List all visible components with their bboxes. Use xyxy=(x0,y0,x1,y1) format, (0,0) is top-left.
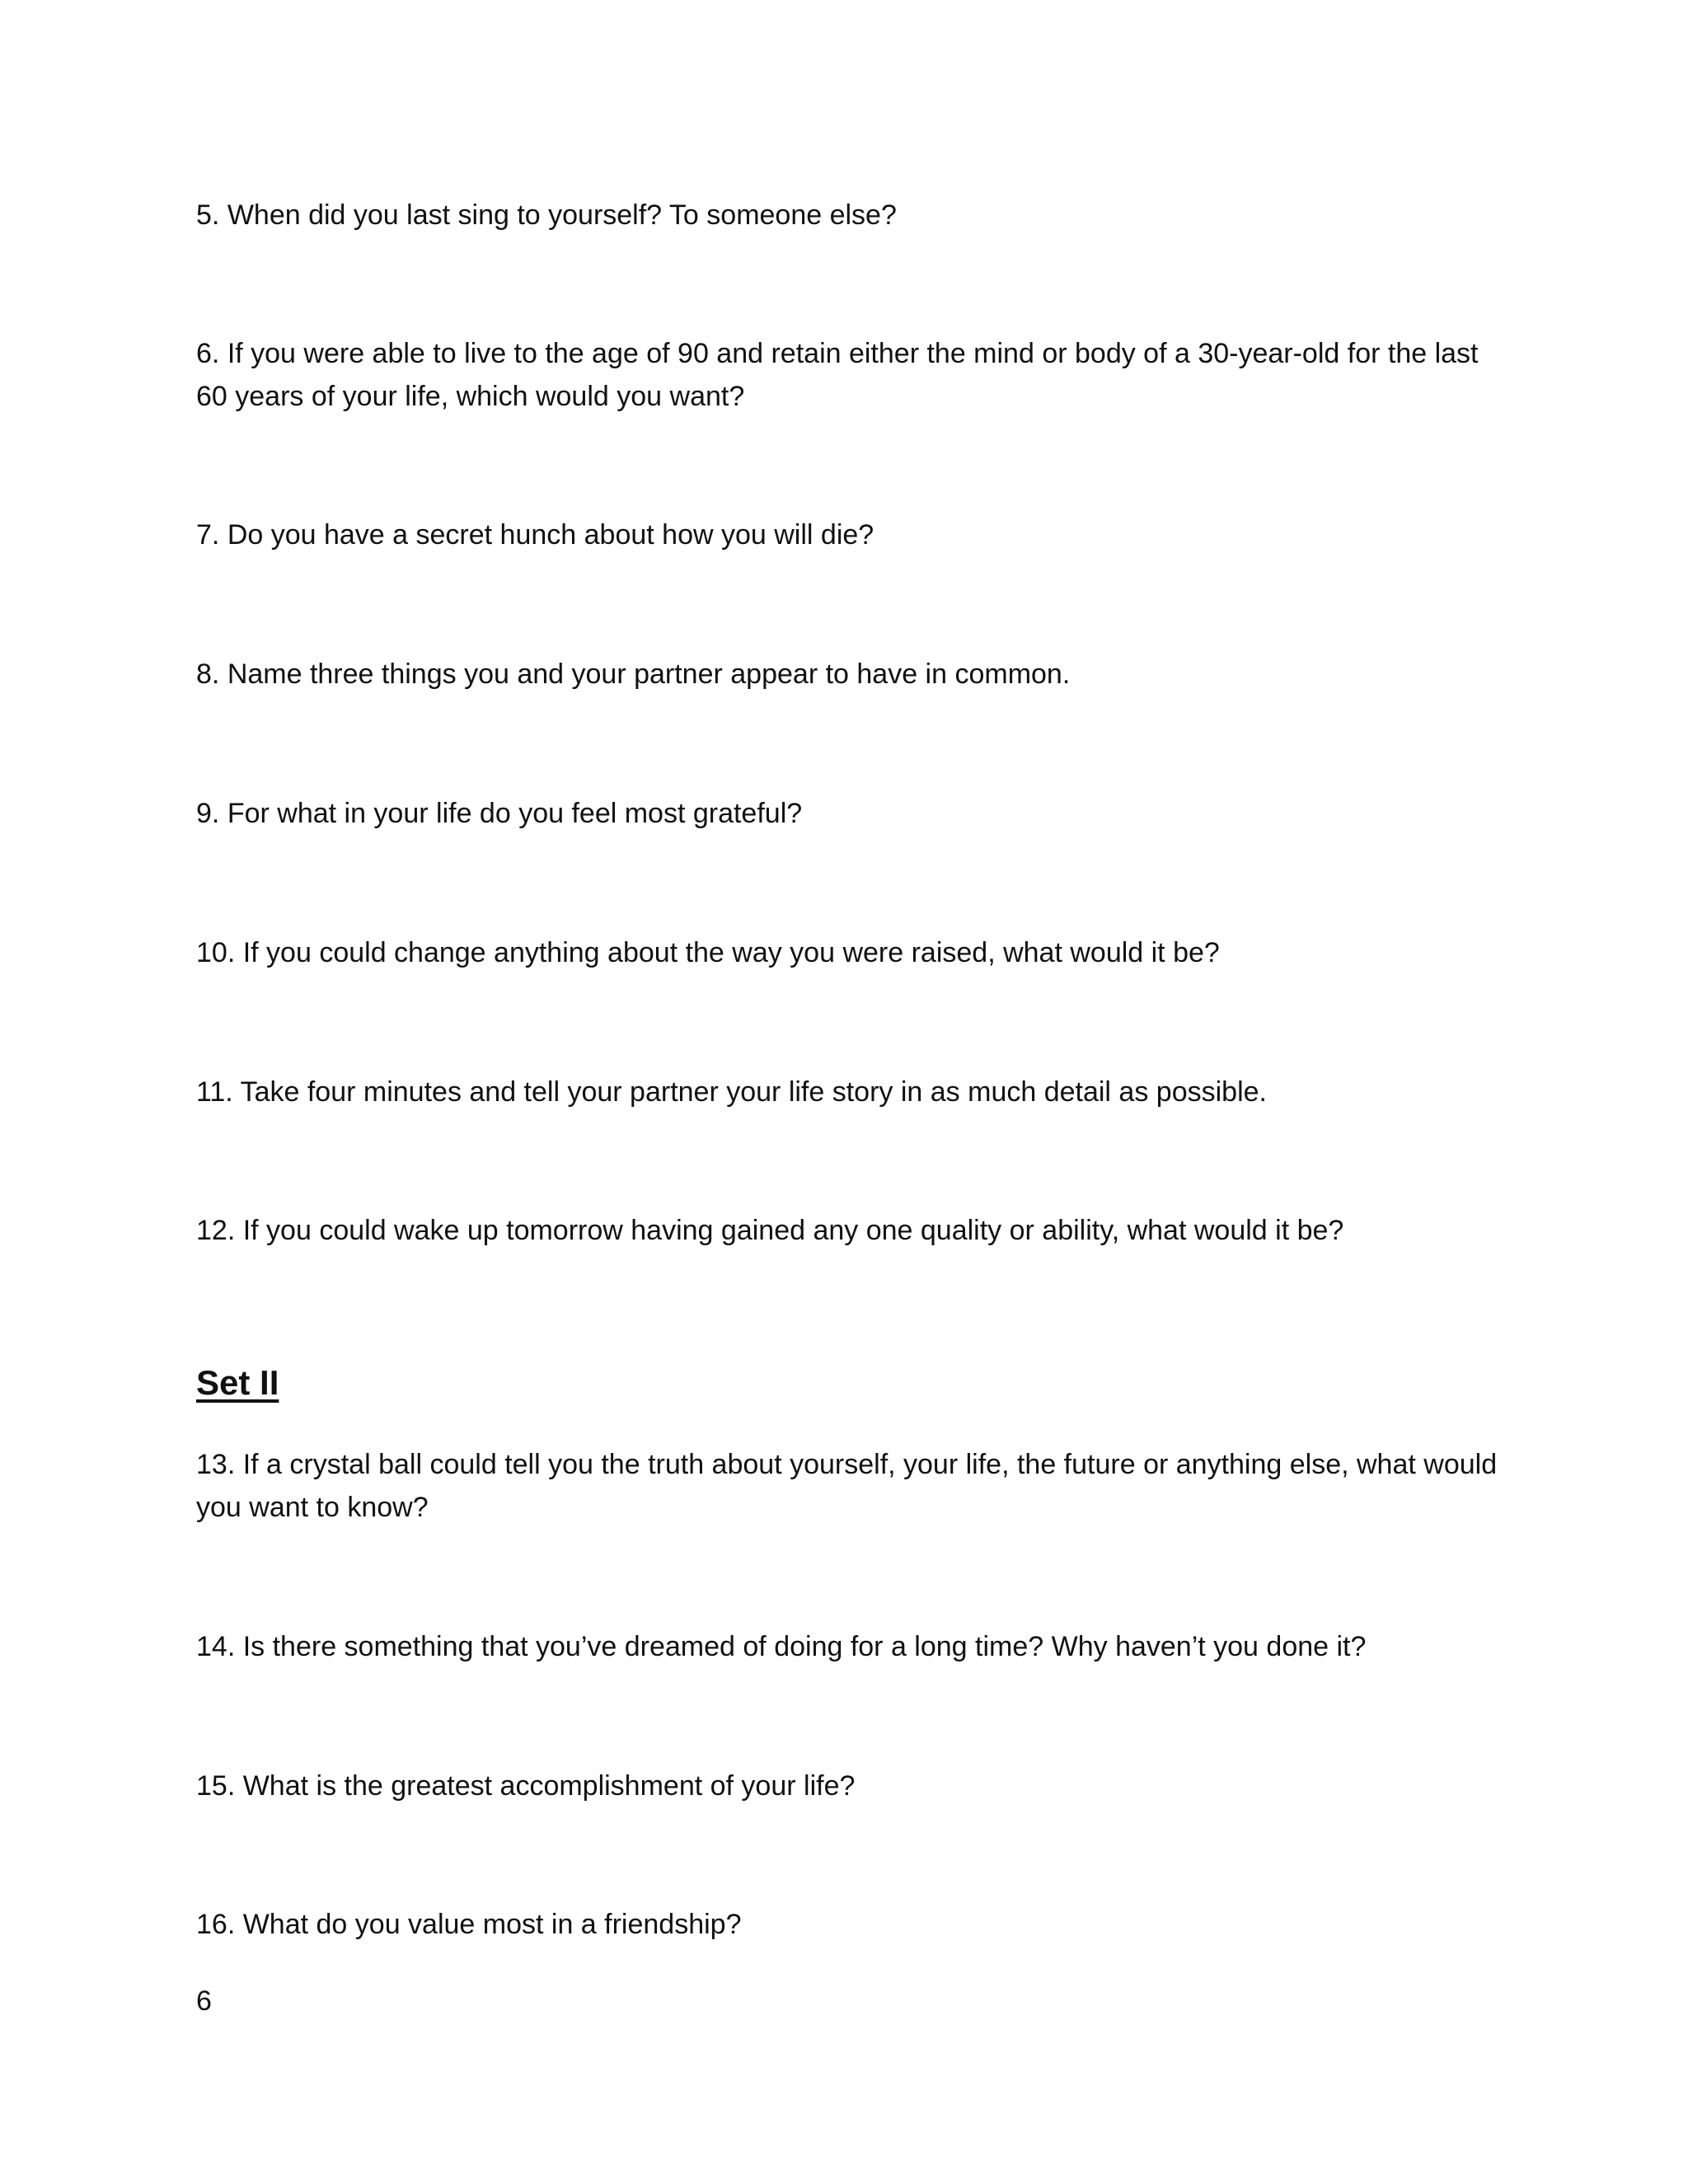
question-number: 5. xyxy=(196,199,220,231)
question-number: 11. xyxy=(196,1076,233,1108)
question-text: What is the greatest accomplishment of your life? xyxy=(242,1770,856,1802)
question-14 xyxy=(196,1625,1507,1668)
question-text: Do you have a secret hunch about how you will die? xyxy=(227,519,874,551)
question-text: Name three things you and your partner appear to have in common. xyxy=(227,658,1071,690)
question-text: If you could change anything about the way you were raised, what would it be? xyxy=(242,937,1220,968)
question-16 xyxy=(196,1903,1507,1946)
question-number: 16. xyxy=(196,1909,236,1940)
question-13 xyxy=(196,1443,1507,1529)
question-text: Take four minutes and tell your partner your life story in as much detail as possible. xyxy=(240,1076,1267,1108)
section-heading: Set II xyxy=(196,1363,279,1402)
question-number: 9. xyxy=(196,798,220,829)
question-text: If a crystal ball could tell you the truth about yourself, your life, the future or anything else, what would you want to know? xyxy=(196,1449,1498,1523)
page-number: 6 xyxy=(196,1985,212,2017)
question-text: When did you last sing to yourself? To someone else? xyxy=(227,199,897,231)
question-number: 6. xyxy=(196,338,220,369)
question-number: 13. xyxy=(196,1449,236,1480)
question-number: 15. xyxy=(196,1770,236,1802)
question-text: If you could wake up tomorrow having gained any one quality or ability, what would it be? xyxy=(242,1215,1344,1246)
question-10 xyxy=(196,931,1507,974)
question-text: What do you value most in a friendship? xyxy=(242,1909,742,1940)
question-text: For what in your life do you feel most grateful? xyxy=(227,798,803,829)
question-9 xyxy=(196,792,1507,835)
question-8 xyxy=(196,653,1507,696)
question-11 xyxy=(196,1071,1507,1113)
question-number: 8. xyxy=(196,658,220,690)
question-12 xyxy=(196,1209,1507,1252)
question-7 xyxy=(196,513,1507,556)
question-number: 14. xyxy=(196,1631,236,1662)
question-text: Is there something that you’ve dreamed of doing for a long time? Why haven’t you done it? xyxy=(242,1631,1367,1662)
question-number: 12. xyxy=(196,1215,236,1246)
question-5 xyxy=(196,194,1507,237)
question-number: 10. xyxy=(196,937,236,968)
question-number: 7. xyxy=(196,519,220,551)
question-15 xyxy=(196,1765,1507,1807)
question-text: If you were able to live to the age of 90 and retain either the mind or body of a 30-year-old for the last 60 years of your life, which would you want? xyxy=(196,338,1479,412)
question-6 xyxy=(196,332,1507,418)
